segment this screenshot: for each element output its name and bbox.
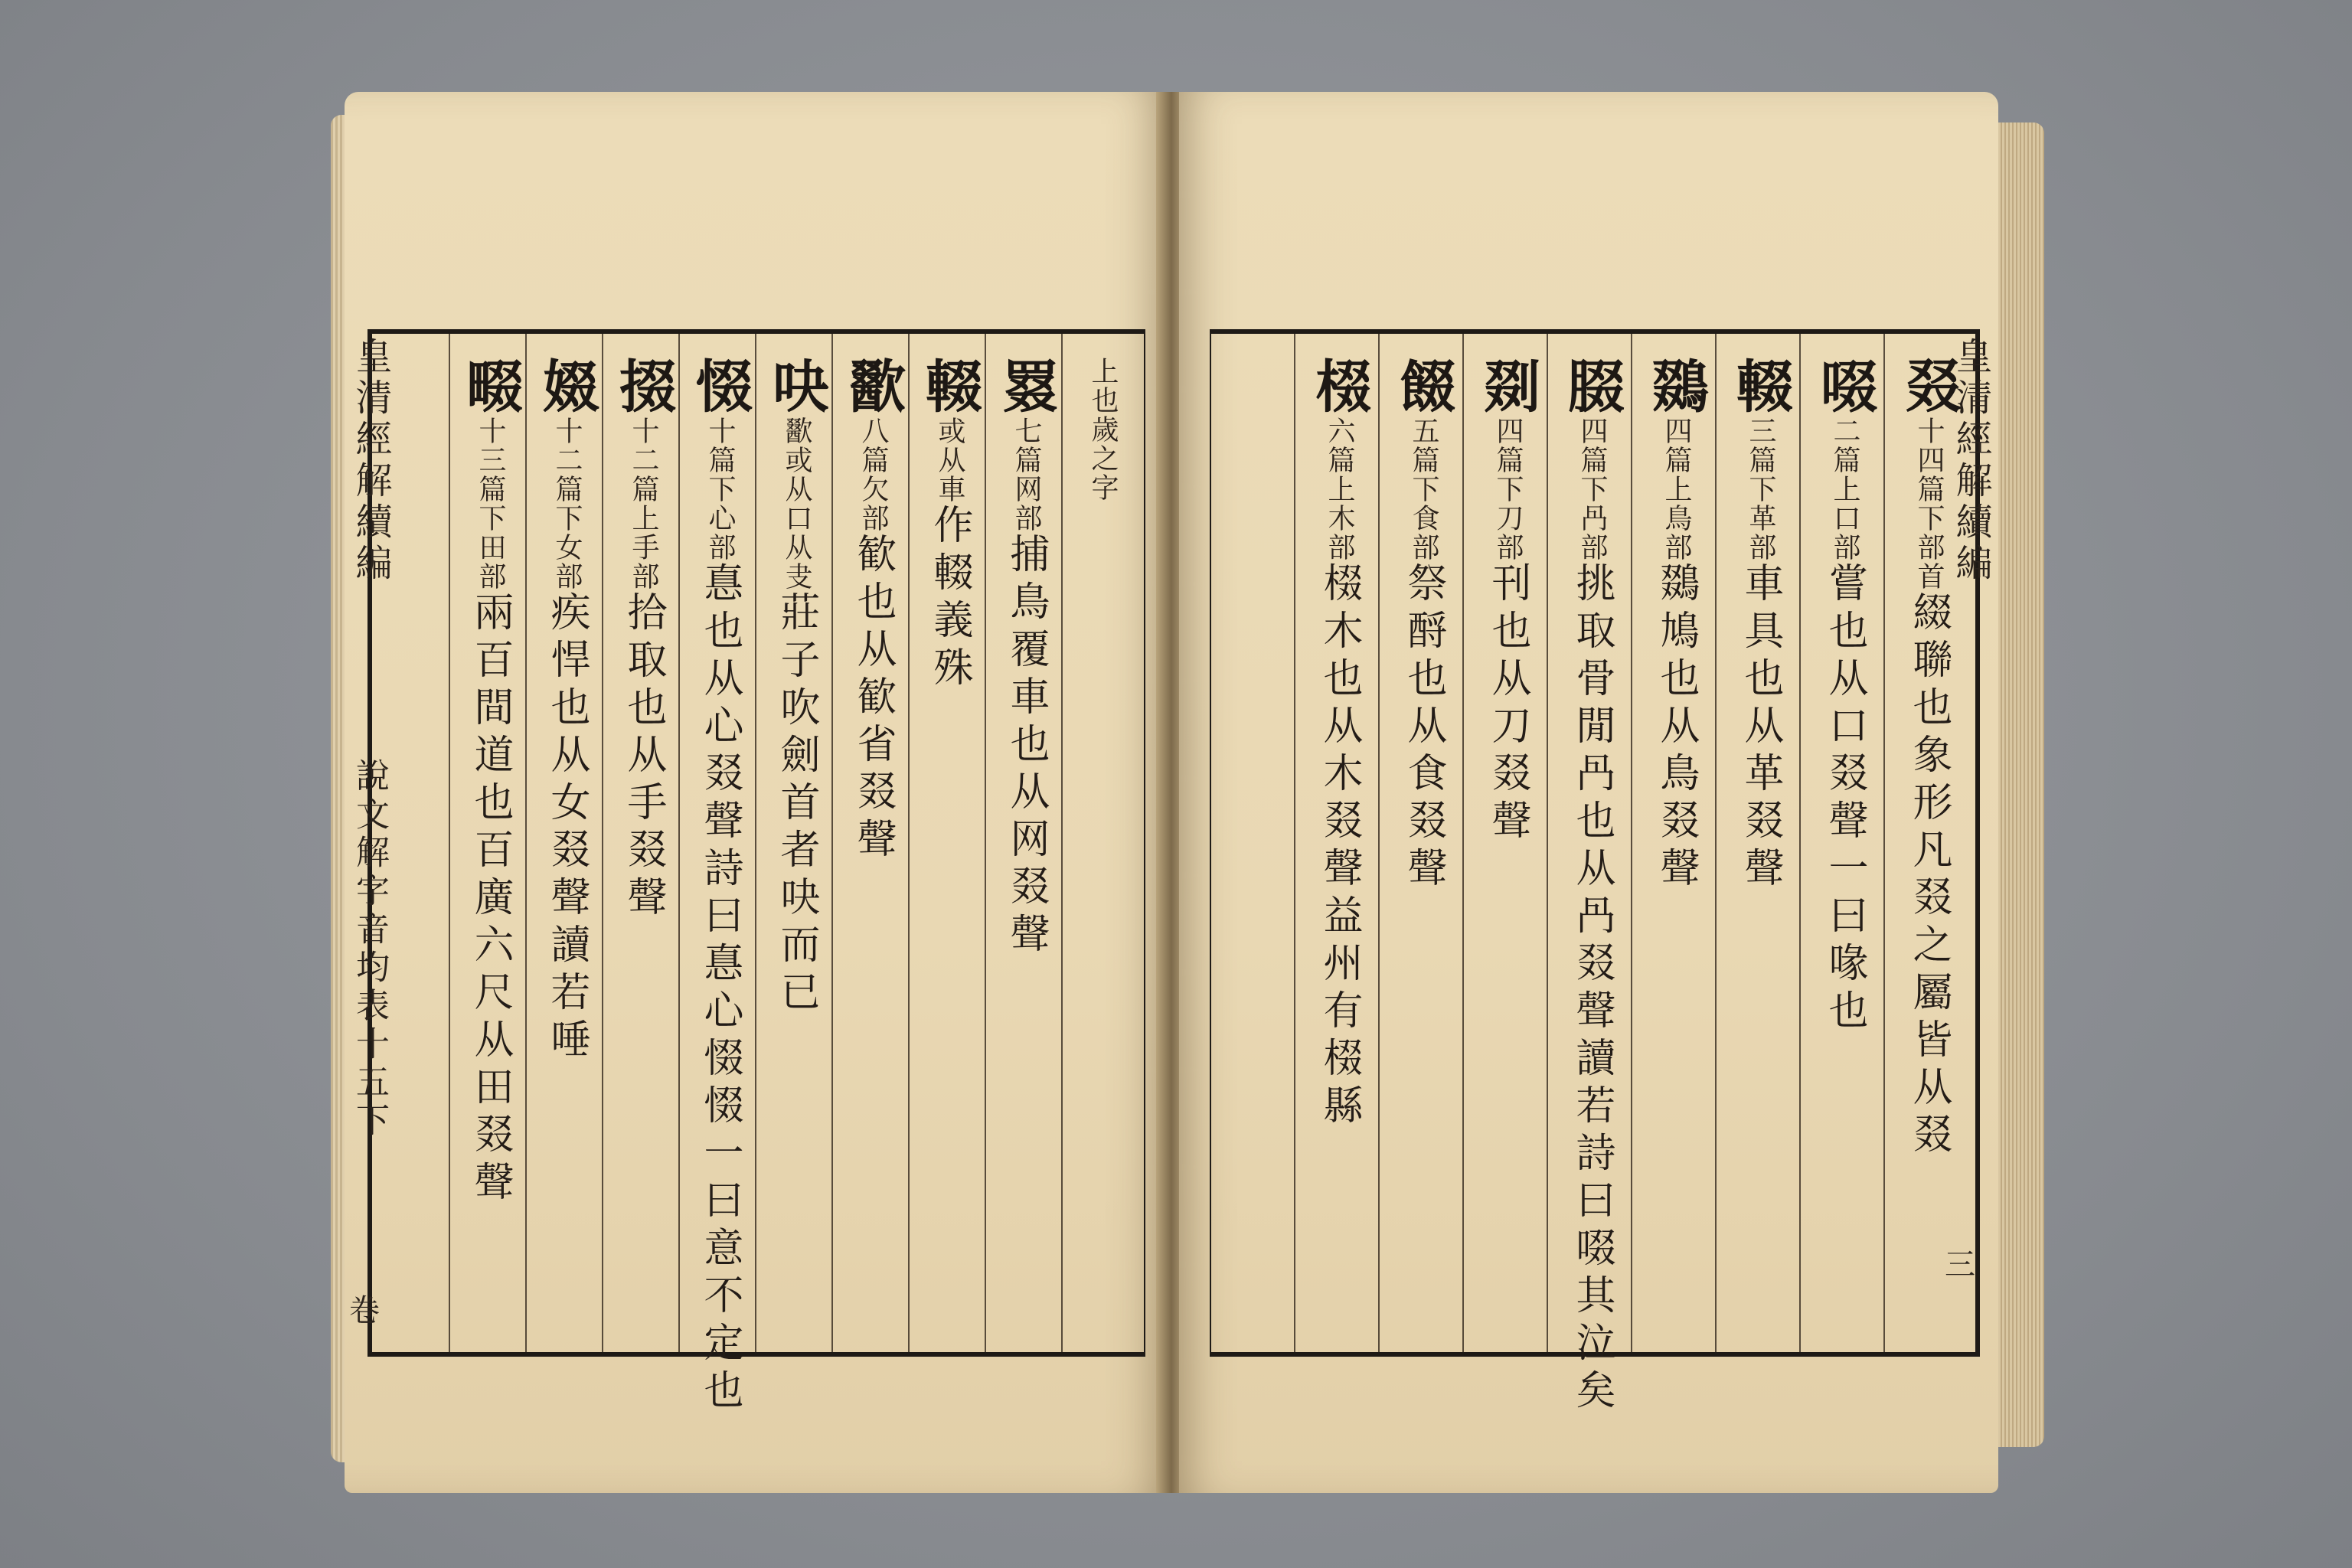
column-note: 二篇上口部 [1829,416,1860,562]
column-note: 十四篇下部首 [1913,416,1945,591]
head-character: 畷 [457,357,523,416]
column-6 [1475,357,1540,847]
column-3 [917,357,982,694]
margin-subtitle: 說文解字音均表十五下 [350,758,389,1141]
head-character: 輟 [916,357,982,416]
column-note: 七篇网部 [1011,416,1042,533]
column-body: 刊也从刀叕聲 [1485,562,1530,847]
open-book [345,92,2014,1493]
column-8 [1307,357,1371,1132]
margin-title: 皇清經解續編 [349,337,392,585]
column-body: 嘗也从口叕聲一曰喙也 [1821,562,1867,1037]
head-character: 娺 [534,357,599,416]
column-body: 疾悍也从女叕聲讀若唾 [544,591,590,1066]
column-body: 歓也从歓省叕聲 [850,533,896,865]
column-note: 四篇下刀部 [1492,416,1524,562]
left-page [345,92,1164,1493]
column-body: 惪也从心叕聲詩曰惪心惙惙一曰意不定也 [697,562,743,1416]
column-body: 車具也从革叕聲 [1737,562,1783,894]
left-page-frame [368,329,1145,1416]
column-8 [534,357,599,1066]
column-body: 作輟義殊 [926,504,972,694]
folio: 三 [1945,1247,1975,1282]
column-note: 或从車 [934,416,965,504]
head-character: 掇 [610,357,676,416]
column-7 [1391,357,1455,894]
column-body: 拾取也从手叕聲 [620,591,666,923]
head-character: 罬 [993,357,1059,416]
column-5 [1560,357,1624,1416]
column-note: 五篇下食部 [1408,416,1439,562]
folio: 卷 [349,1293,380,1328]
column-note: 六篇上木部 [1324,416,1355,562]
column-note: 十篇下心部 [704,416,736,562]
column-body: 鵽鳩也从鳥叕聲 [1653,562,1699,894]
column-body: 捕鳥覆車也从网叕聲 [1003,533,1049,960]
column-2 [1812,357,1877,1037]
column-note: 歠或从口从叏 [781,416,812,591]
column-9 [458,357,522,1208]
column-5 [764,357,828,1018]
column-4 [1644,357,1708,894]
head-character: 輟 [1727,357,1793,416]
column-note: 十三篇下田部 [475,416,506,591]
column-1 [1070,357,1135,502]
column-note: 十二篇上手部 [628,416,659,591]
right-page [1179,92,1998,1493]
column-note: 四篇上鳥部 [1661,416,1692,562]
column-7 [611,357,675,923]
column-note: 四篇下冎部 [1576,416,1608,562]
column-2 [994,357,1058,960]
column-body: 兩百間道也百廣六尺从田叕聲 [467,591,513,1208]
column-note: 八篇欠部 [858,416,889,533]
column-body: 莊子吹劍首者吷而已 [773,591,819,1018]
head-character: 啜 [1811,357,1877,416]
head-character: 剟 [1475,357,1540,416]
column-4 [841,357,905,865]
column-note: 三篇下革部 [1745,416,1776,562]
head-character: 叕 [1896,357,1962,416]
head-character: 餟 [1390,357,1456,416]
head-character: 腏 [1559,357,1625,416]
head-character: 吷 [763,357,829,416]
column-body: 祭酹也从食叕聲 [1400,562,1446,894]
head-character: 棳 [1306,357,1372,416]
head-character: 鵽 [1643,357,1709,416]
column-6 [688,357,752,1416]
column-body: 綴聯也象形凡叕之屬皆从叕 [1906,591,1952,1161]
column-body: 挑取骨閒冎也从冎叕聲讀若詩曰啜其泣矣 [1569,562,1615,1416]
head-character: 歠 [840,357,906,416]
column-body: 棳木也从木叕聲益州有棳縣 [1316,562,1362,1132]
column-3 [1728,357,1792,894]
margin-title: 皇清經解續編 [1949,337,1992,585]
right-page-frame [1210,329,1980,1416]
column-note: 上也歲之字 [1087,357,1119,502]
head-character: 惙 [687,357,753,416]
column-note: 十二篇下女部 [551,416,583,591]
